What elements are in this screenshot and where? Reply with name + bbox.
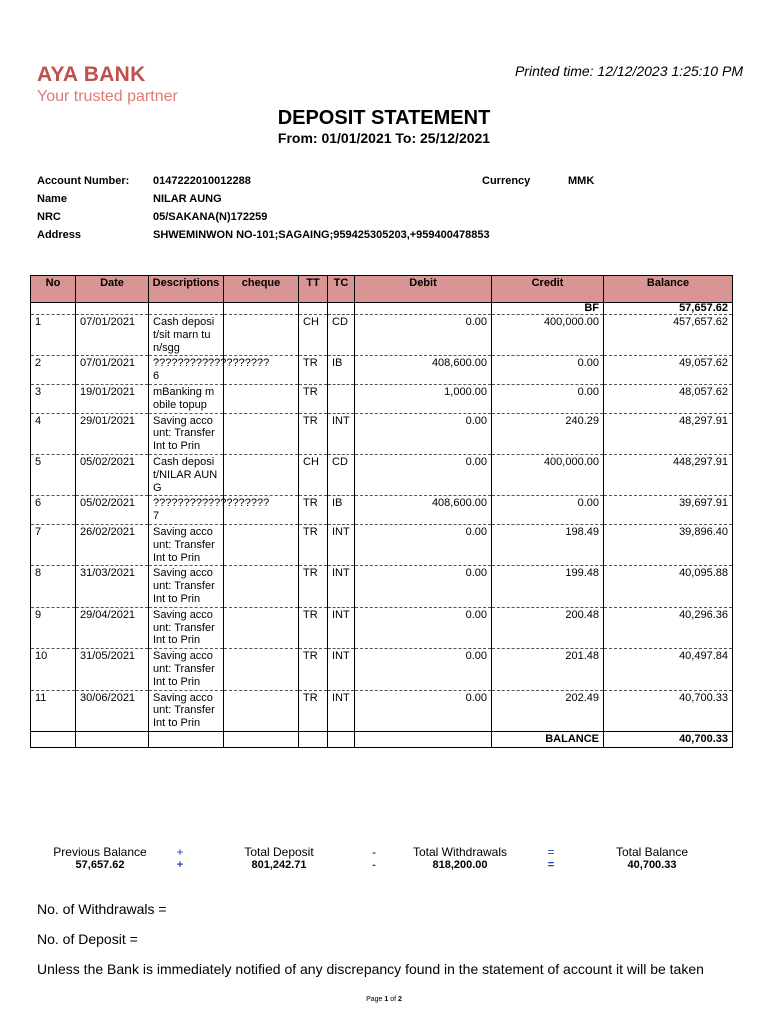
row-balance: 39,896.40 [604, 524, 733, 565]
address-label: Address [37, 229, 82, 241]
row-date: 31/03/2021 [76, 566, 149, 607]
row-credit: 200.48 [492, 607, 604, 648]
row-cheque [224, 566, 299, 607]
row-no: 5 [31, 454, 76, 495]
equals-symbol: = [547, 845, 555, 859]
row-debit: 408,600.00 [355, 496, 492, 525]
brought-forward-row [31, 303, 733, 315]
row-tt: TR [299, 607, 328, 648]
col-header-tt: TT [299, 276, 328, 303]
previous-balance-label: Previous Balance [53, 845, 147, 859]
bf-value: 57,657.62 [604, 303, 733, 315]
table-row [31, 384, 733, 413]
row-tt: TR [299, 496, 328, 525]
row-debit: 0.00 [355, 524, 492, 565]
row-date: 29/04/2021 [76, 607, 149, 648]
row-tc: INT [328, 413, 355, 454]
notice-text: Unless the Bank is immediately notified of any discrepancy found in the statement of account it will be taken [37, 961, 704, 977]
bf-label: BF [492, 303, 604, 315]
row-cheque [224, 649, 299, 690]
table-row [31, 566, 733, 607]
row-tt: CH [299, 454, 328, 495]
row-description: ???????????????????6 [149, 356, 224, 385]
row-tc: CD [328, 454, 355, 495]
row-description: ???????????????????7 [149, 496, 224, 525]
row-tt: TR [299, 649, 328, 690]
row-balance: 40,095.88 [604, 566, 733, 607]
table-header-row [31, 276, 733, 303]
row-debit: 0.00 [355, 454, 492, 495]
col-header-credit: Credit [492, 276, 604, 303]
row-description: Saving account: Transfer Int to Prin [149, 566, 224, 607]
total-balance-label: Total Balance [615, 845, 689, 859]
total-deposit-value: 801,242.71 [251, 859, 307, 871]
closing-balance-row [31, 731, 733, 747]
row-tc: INT [328, 566, 355, 607]
printed-time: Printed time: 12/12/2023 1:25:10 PM [514, 63, 743, 79]
table-row [31, 649, 733, 690]
row-tt: CH [299, 315, 328, 356]
equals-symbol-2: = [547, 859, 555, 871]
row-balance: 40,296.36 [604, 607, 733, 648]
col-header-no: No [31, 276, 76, 303]
table-row [31, 690, 733, 731]
name-label: Name [37, 193, 67, 205]
row-balance: 40,700.33 [604, 690, 733, 731]
account-holder-name: NILAR AUNG [153, 193, 222, 205]
row-description: Cash deposit/NILAR AUNG [149, 454, 224, 495]
page-number [0, 996, 768, 1003]
row-cheque [224, 413, 299, 454]
row-balance: 40,497.84 [604, 649, 733, 690]
plus-symbol: + [176, 845, 184, 859]
row-date: 29/01/2021 [76, 413, 149, 454]
row-credit: 240.29 [492, 413, 604, 454]
row-tc: INT [328, 690, 355, 731]
row-debit: 1,000.00 [355, 384, 492, 413]
table-row [31, 454, 733, 495]
table-row [31, 607, 733, 648]
row-date: 07/01/2021 [76, 315, 149, 356]
row-description: Cash deposit/sit marn tun/sgg [149, 315, 224, 356]
row-description: Saving account: Transfer Int to Prin [149, 649, 224, 690]
row-tt: TR [299, 413, 328, 454]
col-header-balance: Balance [604, 276, 733, 303]
row-tc: IB [328, 356, 355, 385]
account-number-label: Account Number: [37, 175, 130, 187]
row-tt: TR [299, 384, 328, 413]
col-header-debit: Debit [355, 276, 492, 303]
total-withdrawals-label: Total Withdrawals [412, 845, 508, 859]
row-no: 6 [31, 496, 76, 525]
row-no: 11 [31, 690, 76, 731]
row-credit: 202.49 [492, 690, 604, 731]
row-date: 05/02/2021 [76, 454, 149, 495]
row-tc: CD [328, 315, 355, 356]
row-debit: 0.00 [355, 413, 492, 454]
row-credit: 0.00 [492, 384, 604, 413]
row-balance: 48,057.62 [604, 384, 733, 413]
row-no: 10 [31, 649, 76, 690]
row-no: 1 [31, 315, 76, 356]
table-row [31, 356, 733, 385]
row-cheque [224, 315, 299, 356]
row-no: 4 [31, 413, 76, 454]
row-credit: 0.00 [492, 356, 604, 385]
plus-symbol-2: + [176, 859, 184, 871]
row-no: 9 [31, 607, 76, 648]
nrc-value: 05/SAKANA(N)172259 [153, 211, 268, 223]
col-header-date: Date [76, 276, 149, 303]
row-cheque [224, 607, 299, 648]
row-credit: 198.49 [492, 524, 604, 565]
bank-tagline: Your trusted partner [37, 88, 178, 105]
total-balance-value: 40,700.33 [627, 859, 677, 871]
bank-name: AYA BANK [37, 63, 146, 86]
row-credit: 0.00 [492, 496, 604, 525]
row-credit: 199.48 [492, 566, 604, 607]
row-date: 31/05/2021 [76, 649, 149, 690]
statement-period: From: 01/01/2021 To: 25/12/2021 [277, 130, 491, 146]
closing-balance-value: 40,700.33 [604, 731, 733, 747]
row-description: Saving account: Transfer Int to Prin [149, 690, 224, 731]
closing-balance-label: BALANCE [492, 731, 604, 747]
row-tt: TR [299, 690, 328, 731]
previous-balance-value: 57,657.62 [75, 859, 125, 871]
currency-label: Currency [482, 175, 531, 187]
row-description: Saving account: Transfer Int to Prin [149, 413, 224, 454]
row-cheque [224, 454, 299, 495]
row-credit: 400,000.00 [492, 315, 604, 356]
page-current: 1 [384, 996, 389, 1003]
page-mid: of [388, 996, 399, 1003]
total-withdrawals-value: 818,200.00 [432, 859, 488, 871]
document-title: DEPOSIT STATEMENT [277, 107, 491, 129]
page-total: 2 [398, 996, 402, 1003]
row-no: 8 [31, 566, 76, 607]
row-balance: 448,297.91 [604, 454, 733, 495]
table-row [31, 496, 733, 525]
table-row [31, 413, 733, 454]
row-tc: IB [328, 496, 355, 525]
table-row [31, 524, 733, 565]
row-debit: 408,600.00 [355, 356, 492, 385]
row-description: Saving account: Transfer Int to Prin [149, 524, 224, 565]
row-credit: 201.48 [492, 649, 604, 690]
page-prefix: Page [366, 996, 385, 1003]
row-debit: 0.00 [355, 690, 492, 731]
minus-symbol-2: - [372, 859, 376, 871]
row-balance: 457,657.62 [604, 315, 733, 356]
row-cheque [224, 524, 299, 565]
total-deposit-label: Total Deposit [244, 845, 314, 859]
row-no: 7 [31, 524, 76, 565]
row-tt: TR [299, 356, 328, 385]
row-debit: 0.00 [355, 566, 492, 607]
row-debit: 0.00 [355, 649, 492, 690]
row-no: 3 [31, 384, 76, 413]
currency-value: MMK [568, 175, 595, 187]
withdrawals-count-label: No. of Withdrawals = [37, 901, 167, 917]
col-header-descriptions: Descriptions [149, 276, 224, 303]
row-debit: 0.00 [355, 607, 492, 648]
row-date: 26/02/2021 [76, 524, 149, 565]
row-tc: INT [328, 524, 355, 565]
address-value: SHWEMINWON NO-101;SAGAING;959425305203,+959400478853 [153, 229, 490, 241]
row-balance: 39,697.91 [604, 496, 733, 525]
row-tt: TR [299, 566, 328, 607]
row-tc: INT [328, 649, 355, 690]
row-cheque [224, 690, 299, 731]
row-debit: 0.00 [355, 315, 492, 356]
row-date: 07/01/2021 [76, 356, 149, 385]
account-number: 0147222010012288 [153, 175, 251, 187]
row-balance: 48,297.91 [604, 413, 733, 454]
minus-symbol: - [372, 845, 376, 859]
row-date: 30/06/2021 [76, 690, 149, 731]
row-date: 19/01/2021 [76, 384, 149, 413]
row-no: 2 [31, 356, 76, 385]
table-row [31, 315, 733, 356]
row-tc [328, 384, 355, 413]
col-header-cheque: cheque [224, 276, 299, 303]
row-credit: 400,000.00 [492, 454, 604, 495]
row-description: mBanking mobile topup [149, 384, 224, 413]
row-balance: 49,057.62 [604, 356, 733, 385]
row-cheque [224, 384, 299, 413]
col-header-tc: TC [328, 276, 355, 303]
row-date: 05/02/2021 [76, 496, 149, 525]
nrc-label: NRC [37, 211, 61, 223]
row-tt: TR [299, 524, 328, 565]
deposit-count-label: No. of Deposit = [37, 931, 138, 947]
transactions-table [30, 275, 733, 748]
row-description: Saving account: Transfer Int to Prin [149, 607, 224, 648]
row-tc: INT [328, 607, 355, 648]
